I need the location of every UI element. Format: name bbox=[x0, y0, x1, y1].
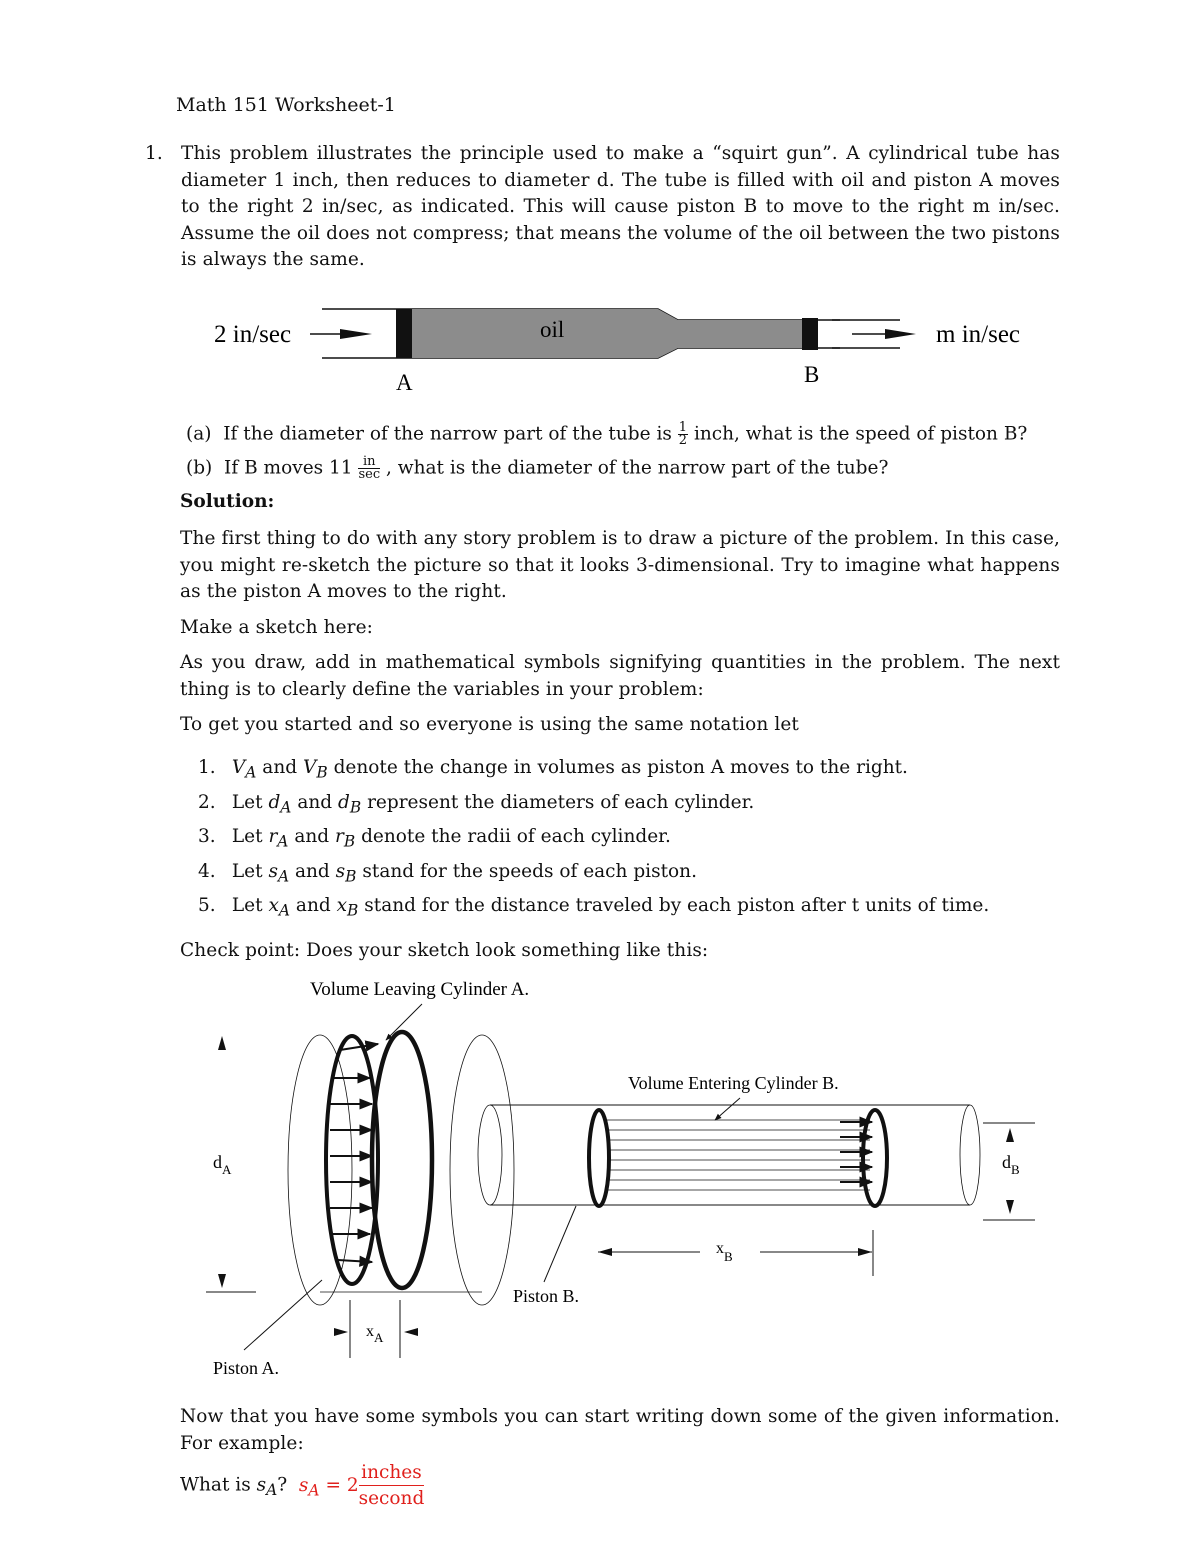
paragraph-5: Now that you have some symbols you can start writing down some of the given information. For example: bbox=[180, 1406, 1060, 1454]
list-item: 4. Let $s_A$ and $s_B$ stand for the speeds of each piston. bbox=[198, 860, 697, 886]
xb-label: $x_B$ bbox=[716, 1240, 733, 1264]
list-item: 2. Let $d_A$ and $d_B$ represent the diameters of each cylinder. bbox=[198, 791, 755, 817]
paragraph-3: As you draw, add in mathematical symbols signifying quantities in the problem. The next thing is to clearly define the variables in your problem: bbox=[180, 652, 1060, 700]
page-title: Math 151 Worksheet-1 bbox=[176, 94, 396, 116]
oil-label: oil bbox=[540, 317, 565, 342]
left-arrow-head bbox=[340, 329, 372, 339]
xa-label: $x_A$ bbox=[366, 1323, 384, 1345]
list-item: 3. Let $r_A$ and $r_B$ denote the radii of each cylinder. bbox=[198, 826, 671, 851]
volume-entering-label: Volume Entering Cylinder B. bbox=[628, 1073, 839, 1093]
piston-a-label: A bbox=[396, 370, 413, 395]
volume-entering-pointer bbox=[715, 1098, 740, 1120]
checkpoint-text: Check point: Does your sketch look something like this: bbox=[180, 940, 709, 961]
list-item: 5. Let $x_A$ and $x_B$ stand for the distance traveled by each piston after t units of time. bbox=[198, 895, 990, 920]
fraction-half: $\frac{1}{2}$ bbox=[678, 420, 688, 448]
tube-figure bbox=[200, 300, 1040, 400]
flow-arrows-b bbox=[840, 1122, 872, 1182]
piston-b bbox=[802, 318, 818, 350]
right-speed-label: m in/sec bbox=[936, 321, 1021, 348]
problem-statement bbox=[145, 141, 1060, 274]
volume-b-lines bbox=[600, 1120, 870, 1190]
piston-b-disc bbox=[589, 1110, 609, 1206]
paragraph-1: The first thing to do with any story problem is to draw a picture of the problem. In this case, you might re-sketch the picture so that it looks 3-dimensional. Try to imagine what happens as the piston A moves to the right. bbox=[180, 528, 1060, 602]
paragraph-2: Make a sketch here: bbox=[180, 617, 373, 638]
piston-b-label: B bbox=[804, 362, 820, 387]
answer: $s_A = 2$ inches second bbox=[298, 1462, 425, 1509]
tube-b-end bbox=[960, 1105, 980, 1205]
cylinder-sketch bbox=[200, 970, 1060, 1390]
right-arrow-head bbox=[885, 329, 916, 339]
variable-list bbox=[198, 757, 989, 930]
da-label: $d_A$ bbox=[213, 1152, 232, 1177]
answer-fraction: inches second bbox=[358, 1462, 425, 1509]
piston-a bbox=[396, 309, 412, 358]
problem-number: 1. bbox=[145, 143, 163, 164]
list-item: 1. $V_A$ and $V_B$ denote the change in volumes as piston A moves to the right. bbox=[198, 757, 908, 782]
cylinder-a-left-end bbox=[288, 1035, 352, 1305]
part-a: (a) If the diameter of the narrow part of the tube is $\frac{1}{2}$ inch, what is the speed of piston B? bbox=[186, 420, 1028, 448]
piston-b-sketch-label: Piston B. bbox=[513, 1286, 580, 1306]
piston-a-ring bbox=[372, 1032, 432, 1288]
volume-leaving-label: Volume Leaving Cylinder A. bbox=[310, 979, 530, 1000]
fraction-in-sec: $\frac{in}{\sec}$ bbox=[358, 454, 381, 482]
oil-region bbox=[410, 309, 803, 358]
solution-heading: Solution: bbox=[180, 491, 275, 512]
db-label: $d_B$ bbox=[1002, 1152, 1020, 1177]
problem-text: This problem illustrates the principle used to make a “squirt gun”. A cylindrical tube has diameter 1 inch, then reduces to diameter d. The tube is filled with oil and piston A moves to the right 2 in/sec, as indicated. This will cause piston B to move to the right m in/sec. Assume the oil does not compress; that means the volume of the oil between the two pistons is always the same. bbox=[181, 143, 1060, 270]
piston-b-ring bbox=[863, 1110, 887, 1206]
cylinder-a-right-end bbox=[450, 1035, 514, 1305]
left-speed-label: 2 in/sec bbox=[214, 321, 292, 348]
paragraph-4: To get you started and so everyone is using the same notation let bbox=[180, 714, 799, 735]
piston-a-sketch-label: Piston A. bbox=[213, 1358, 280, 1378]
part-b: (b) If B moves 11 $\frac{in}{\sec}$ , what is the diameter of the narrow part of the tube? bbox=[186, 454, 889, 482]
question-line: What is $s_A$? $s_A = 2$ inches second bbox=[180, 1462, 425, 1509]
